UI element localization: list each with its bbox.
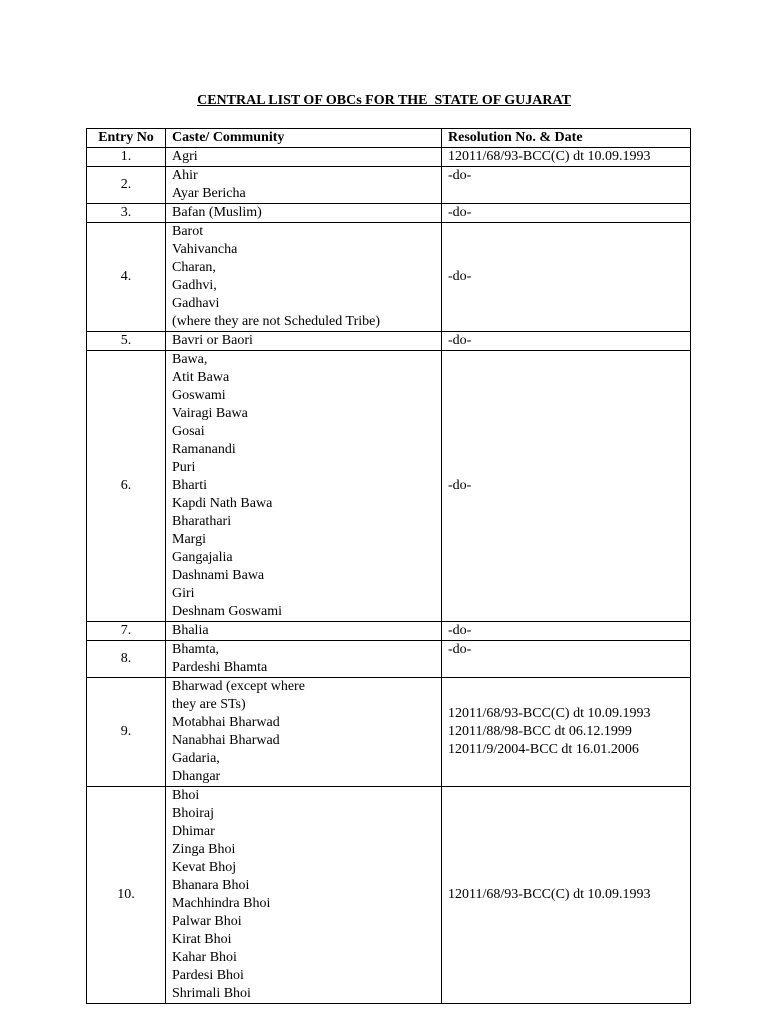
caste-name: Charan, — [172, 260, 216, 275]
caste-name: Ahir — [172, 168, 198, 183]
caste-name: Bhanara Bhoi — [172, 878, 250, 893]
resolution-text: -do- — [448, 333, 472, 348]
caste-community-cell — [166, 223, 442, 332]
obc-list-table — [86, 128, 691, 1004]
entry-number: 5. — [87, 332, 166, 351]
caste-name: Kapdi Nath Bawa — [172, 496, 273, 511]
header-resolution: Resolution No. & Date — [442, 129, 691, 148]
caste-community-cell — [166, 641, 442, 678]
caste-name: Dashnami Bawa — [172, 568, 265, 583]
caste-name: Gosai — [172, 424, 205, 439]
caste-name: they are STs) — [172, 697, 246, 712]
caste-name: Ramanandi — [172, 442, 236, 457]
caste-name: Pardesi Bhoi — [172, 968, 244, 983]
entry-number: 10. — [87, 787, 166, 1004]
caste-name: Machhindra Bhoi — [172, 896, 271, 911]
table-row — [87, 678, 691, 787]
header-entry-no: Entry No — [87, 129, 166, 148]
entry-number: 9. — [87, 678, 166, 787]
entry-number: 4. — [87, 223, 166, 332]
table-row — [87, 332, 691, 351]
table-header — [87, 129, 691, 148]
resolution-text: -do- — [448, 269, 472, 284]
entry-number: 8. — [87, 641, 166, 678]
caste-name: Puri — [172, 460, 196, 475]
caste-community-cell — [166, 622, 442, 641]
resolution-cell — [442, 641, 691, 678]
caste-name: Bhoiraj — [172, 806, 214, 821]
caste-name: Bafan (Muslim) — [172, 205, 262, 220]
caste-name: Bhamta, — [172, 642, 220, 657]
caste-name: Margi — [172, 532, 206, 547]
table-body — [87, 148, 691, 1004]
caste-community-cell — [166, 351, 442, 622]
caste-name: Palwar Bhoi — [172, 914, 242, 929]
resolution-text: 12011/9/2004-BCC dt 16.01.2006 — [448, 742, 639, 757]
entry-number: 1. — [87, 148, 166, 167]
resolution-cell — [442, 332, 691, 351]
table-row — [87, 787, 691, 1004]
caste-name: Kirat Bhoi — [172, 932, 232, 947]
entry-number: 3. — [87, 204, 166, 223]
caste-name: Dhimar — [172, 824, 215, 839]
caste-name: Pardeshi Bhamta — [172, 660, 268, 675]
caste-name: Gangajalia — [172, 550, 233, 565]
caste-name: Barot — [172, 224, 204, 239]
caste-name: Nanabhai Bharwad — [172, 733, 280, 748]
resolution-cell — [442, 148, 691, 167]
header-caste-community: Caste/ Community — [166, 129, 442, 148]
caste-community-cell — [166, 787, 442, 1004]
caste-name: Gadhavi — [172, 296, 220, 311]
caste-name: Bharwad (except where — [172, 679, 305, 694]
entry-number: 2. — [87, 167, 166, 204]
document-title: CENTRAL LIST OF OBCs FOR THE STATE OF GUJARAT — [197, 93, 571, 108]
caste-name: Goswami — [172, 388, 226, 403]
entry-number: 6. — [87, 351, 166, 622]
caste-name: Bharti — [172, 478, 207, 493]
caste-community-cell — [166, 204, 442, 223]
caste-name: Bharathari — [172, 514, 232, 529]
caste-name: Bawa, — [172, 352, 208, 367]
caste-name: Shrimali Bhoi — [172, 986, 251, 1001]
caste-community-cell — [166, 332, 442, 351]
caste-name: Bhalia — [172, 623, 209, 638]
caste-name: Gadaria, — [172, 751, 220, 766]
header-row — [87, 129, 691, 148]
resolution-cell — [442, 622, 691, 641]
resolution-text: 12011/68/93-BCC(C) dt 10.09.1993 — [448, 149, 651, 164]
table-row — [87, 223, 691, 332]
resolution-cell — [442, 167, 691, 204]
caste-name: Kevat Bhoj — [172, 860, 237, 875]
table-row — [87, 167, 691, 204]
caste-community-cell — [166, 678, 442, 787]
caste-name: Vairagi Bawa — [172, 406, 248, 421]
table-row — [87, 204, 691, 223]
caste-name: Motabhai Bharwad — [172, 715, 280, 730]
caste-name: Gadhvi, — [172, 278, 217, 293]
resolution-cell — [442, 678, 691, 787]
caste-name: Zinga Bhoi — [172, 842, 236, 857]
resolution-text: -do- — [448, 478, 472, 493]
table-row — [87, 622, 691, 641]
resolution-cell — [442, 787, 691, 1004]
resolution-text: -do- — [448, 642, 472, 657]
resolution-cell — [442, 223, 691, 332]
table-row — [87, 148, 691, 167]
entry-number: 7. — [87, 622, 166, 641]
caste-community-cell — [166, 148, 442, 167]
resolution-text: 12011/88/98-BCC dt 06.12.1999 — [448, 724, 632, 739]
caste-name: Vahivancha — [172, 242, 238, 257]
resolution-text: -do- — [448, 168, 472, 183]
table-row — [87, 641, 691, 678]
resolution-cell — [442, 351, 691, 622]
caste-name: (where they are not Scheduled Tribe) — [172, 314, 380, 329]
caste-name: Bavri or Baori — [172, 333, 253, 348]
table-row — [87, 351, 691, 622]
caste-name: Bhoi — [172, 788, 200, 803]
caste-name: Kahar Bhoi — [172, 950, 237, 965]
caste-name: Dhangar — [172, 769, 221, 784]
resolution-text: 12011/68/93-BCC(C) dt 10.09.1993 — [448, 706, 651, 721]
caste-community-cell — [166, 167, 442, 204]
caste-name: Ayar Bericha — [172, 186, 246, 201]
resolution-text: -do- — [448, 205, 472, 220]
caste-name: Deshnam Goswami — [172, 604, 283, 619]
caste-name: Agri — [172, 149, 198, 164]
resolution-text: -do- — [448, 623, 472, 638]
resolution-text: 12011/68/93-BCC(C) dt 10.09.1993 — [448, 887, 651, 902]
caste-name: Giri — [172, 586, 195, 601]
resolution-cell — [442, 204, 691, 223]
caste-name: Atit Bawa — [172, 370, 230, 385]
